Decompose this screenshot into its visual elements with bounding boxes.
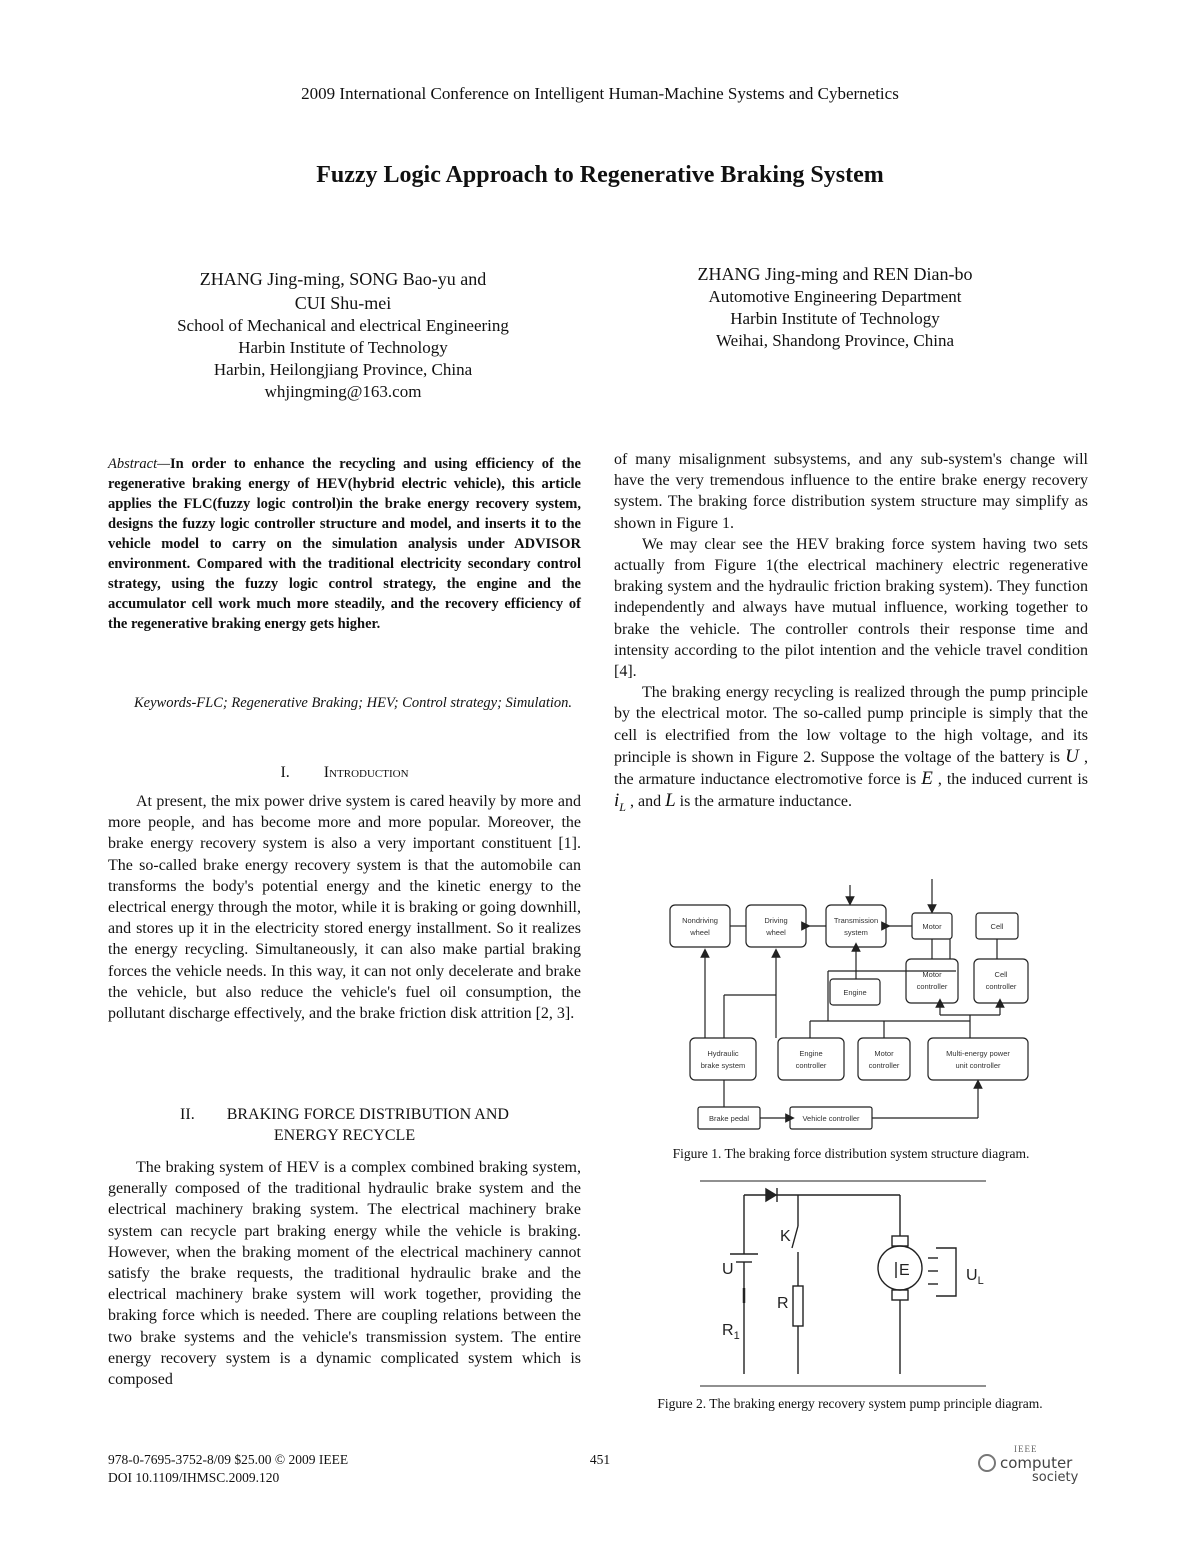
footer-doi: DOI 10.1109/IHMSC.2009.120	[108, 1470, 280, 1485]
author-location: Harbin, Heilongjiang Province, China	[213, 360, 473, 379]
fig2-label-E: E	[899, 1262, 910, 1279]
label-nondriving-1: Nondriving	[682, 916, 718, 925]
author-dept: Automotive Engineering Department	[708, 287, 962, 306]
section-title-line1: BRAKING FORCE DISTRIBUTION AND	[226, 1106, 509, 1123]
author-location: Weihai, Shandong Province, China	[715, 331, 954, 350]
label-hydraulic-2: brake system	[700, 1061, 746, 1070]
paragraph-text: The braking system of HEV is a complex combined braking system, generally composed of the traditional hydraulic brake system and the electrical machinery braking system. The electrical machinery brake system can recycle part braking energy while the vehicle is braking. However, when the braking moment of the electrical machinery cannot satisfy the brake requests, the traditional hydraulic brake and the electrical machinery brake system will work together, providing the braking force which is needed. There are coupling relations between the two brake systems and the vehicle's transmission system. The entire energy recovery system is a dynamic complicated system which is composed	[108, 1159, 581, 1389]
symbol-i: $i_L$	[614, 790, 626, 815]
author-names-line1: ZHANG Jing-ming, SONG Bao-yu and	[199, 269, 487, 289]
paragraph-part: The braking energy recycling is realized through the pump principle by the electrical motor. The so-called pump principle is simply that the cell is electrified from the low voltage to the high voltage, and its principle is shown in Figure 2. Suppose the voltage of the battery is	[614, 684, 1088, 766]
box-multi-energy	[928, 1038, 1028, 1080]
paragraph-part: , the armature inductance electromotive force is	[614, 748, 1089, 789]
footer-isbn: 978-0-7695-3752-8/09 $25.00 © 2009 IEEE	[108, 1452, 349, 1467]
intro-paragraph	[108, 791, 581, 1024]
label-hydraulic-1: Hydraulic	[707, 1049, 739, 1058]
label-cell-ctrl-2: controller	[985, 982, 1017, 991]
fig2-label-K: K	[780, 1228, 791, 1245]
author-dept: School of Mechanical and electrical Engineering	[177, 316, 509, 335]
author-email: whjingming@163.com	[264, 382, 422, 401]
author-names-line2: CUI Shu-mei	[294, 293, 392, 313]
abstract-label: Abstract—	[108, 456, 171, 472]
author-inst: Harbin Institute of Technology	[730, 309, 940, 328]
label-driving-2: wheel	[766, 928, 786, 937]
section-number: II.	[180, 1106, 195, 1123]
logo-main: computer	[1000, 1454, 1073, 1472]
box-nondriving-wheel	[670, 905, 730, 947]
paragraph-part: , and	[629, 793, 662, 811]
symbol-E: E	[921, 768, 933, 790]
paragraph-text: At present, the mix power drive system is cared heavily by more and more people, and has become more and more popular. Moreover, the brake energy recovery system is also a very important constituent [1]. The so-called brake energy recovery system is that the automobile can transforms the body's potential energy and the kinetic energy to the electrical energy through the motor, while it is braking or going downhill, and stores up it in the electricity stored energy installment. So it realizes the energy recycling. Simultaneously, it can also make partial braking forces the vehicle needs. In this way, it can not only decelerate and brake the vehicle, but also reduce the vehicle's fuel oil consumption, the pollutant discharge effectively, and the brake friction disk attrition [2, 3].	[108, 793, 581, 1023]
label-engine-ctrl-2: controller	[795, 1061, 827, 1070]
section-heading-braking	[108, 1104, 581, 1146]
paragraph-continued: of many misalignment subsystems, and any sub-system's change will have the very tremendous influence to the entire brake energy recovery system. The braking force distribution system structure may simplify as shown in Figure 1.	[614, 451, 1088, 532]
label-nondriving-2: wheel	[690, 928, 710, 937]
paragraph-part: is the armature inductance.	[679, 793, 853, 811]
label-driving-1: Driving	[764, 916, 788, 925]
author-inst: Harbin Institute of Technology	[238, 338, 448, 357]
box-hydraulic-brake	[690, 1038, 756, 1080]
globe-icon	[978, 1454, 996, 1472]
box-motor-controller	[906, 959, 958, 1003]
section-title-line2: ENERGY RECYCLE	[273, 1127, 416, 1144]
page-number: 451	[589, 1452, 611, 1467]
figure-2-circuit	[700, 1178, 990, 1393]
footer-left	[108, 1451, 348, 1487]
box-driving-wheel	[746, 905, 806, 947]
logo-top: IEEE	[1014, 1444, 1038, 1454]
paragraph-part: , the induced current is	[937, 771, 1089, 789]
label-cell: Cell	[990, 922, 1004, 931]
label-transmission-2: system	[844, 928, 868, 937]
label-motor-ctrl2-2: controller	[868, 1061, 900, 1070]
symbol-U: U	[1065, 745, 1079, 767]
paragraph-text	[614, 682, 1088, 818]
label-motor-ctrl-2: controller	[916, 982, 948, 991]
box-transmission	[826, 905, 886, 947]
conference-header: 2009 International Conference on Intelligent Human-Machine Systems and Cybernetics	[301, 84, 899, 103]
label-engine-ctrl-1: Engine	[799, 1049, 823, 1058]
label-engine: Engine	[843, 988, 867, 997]
abstract	[108, 454, 581, 634]
fig2-label-R1: $R_1$	[722, 1322, 740, 1342]
symbol-L: L	[665, 790, 676, 812]
author-names: ZHANG Jing-ming and REN Dian-bo	[697, 264, 973, 284]
box-motor-controller-2	[858, 1038, 910, 1080]
right-column-text	[614, 449, 1088, 818]
label-motor: Motor	[922, 922, 942, 931]
label-cell-ctrl-1: Cell	[994, 970, 1008, 979]
box-engine-controller	[778, 1038, 844, 1080]
logo-sub: society	[1032, 1470, 1079, 1485]
keywords: Keywords-FLC; Regenerative Braking; HEV; Control strategy; Simulation.	[134, 695, 573, 711]
braking-paragraph	[108, 1157, 581, 1390]
figure-1-caption: Figure 1. The braking force distribution system structure diagram.	[672, 1146, 1030, 1161]
author-block-2	[600, 262, 1070, 352]
section-heading-introduction	[108, 762, 581, 783]
fig2-label-UL: $U_L$	[966, 1267, 984, 1287]
paragraph-text: We may clear see the HEV braking force system having two sets actually from Figure 1(the electrical machinery electric regenerative braking system and the hydraulic friction braking system). They function independently and always have mutual influence, working together to brake the vehicle. The controller controls their response time and intensity according to the pilot intention and the vehicle travel condition [4].	[614, 535, 1088, 681]
label-multi-1: Multi-energy power	[946, 1049, 1010, 1058]
section-title: Introduction	[323, 764, 409, 781]
label-multi-2: unit controller	[955, 1061, 1001, 1070]
fig2-label-R: R	[777, 1295, 789, 1312]
abstract-text: In order to enhance the recycling and using efficiency of the regenerative braking energy of HEV(hybrid electric vehicle), this article applies the FLC(fuzzy logic control)in the brake energy recovery system, designs the fuzzy logic controller structure and model, and inserts it to the vehicle model to carry on the simulation analysis under ADVISOR environment. Compared with the traditional electricity secondary control strategy, using the fuzzy logic control strategy, the engine and the accumulator cell work much more steadily, and the recovery efficiency of the regenerative braking energy gets higher.	[108, 456, 581, 632]
author-block-1	[108, 267, 578, 403]
label-transmission-1: Transmission	[833, 916, 879, 925]
label-brake-pedal: Brake pedal	[708, 1114, 750, 1123]
figure-2-caption: Figure 2. The braking energy recovery system pump principle diagram.	[657, 1396, 1043, 1411]
label-motor-ctrl2-1: Motor	[874, 1049, 894, 1058]
box-cell-controller	[974, 959, 1028, 1003]
ieee-computer-society-logo	[978, 1444, 1088, 1484]
figure-1-diagram	[660, 875, 1050, 1135]
label-motor-ctrl-1: Motor	[922, 970, 942, 979]
label-vehicle-ctrl: Vehicle controller	[802, 1114, 860, 1123]
paper-title: Fuzzy Logic Approach to Regenerative Braking System	[316, 162, 884, 188]
section-number: I.	[280, 764, 290, 781]
fig2-label-U: U	[722, 1261, 734, 1278]
